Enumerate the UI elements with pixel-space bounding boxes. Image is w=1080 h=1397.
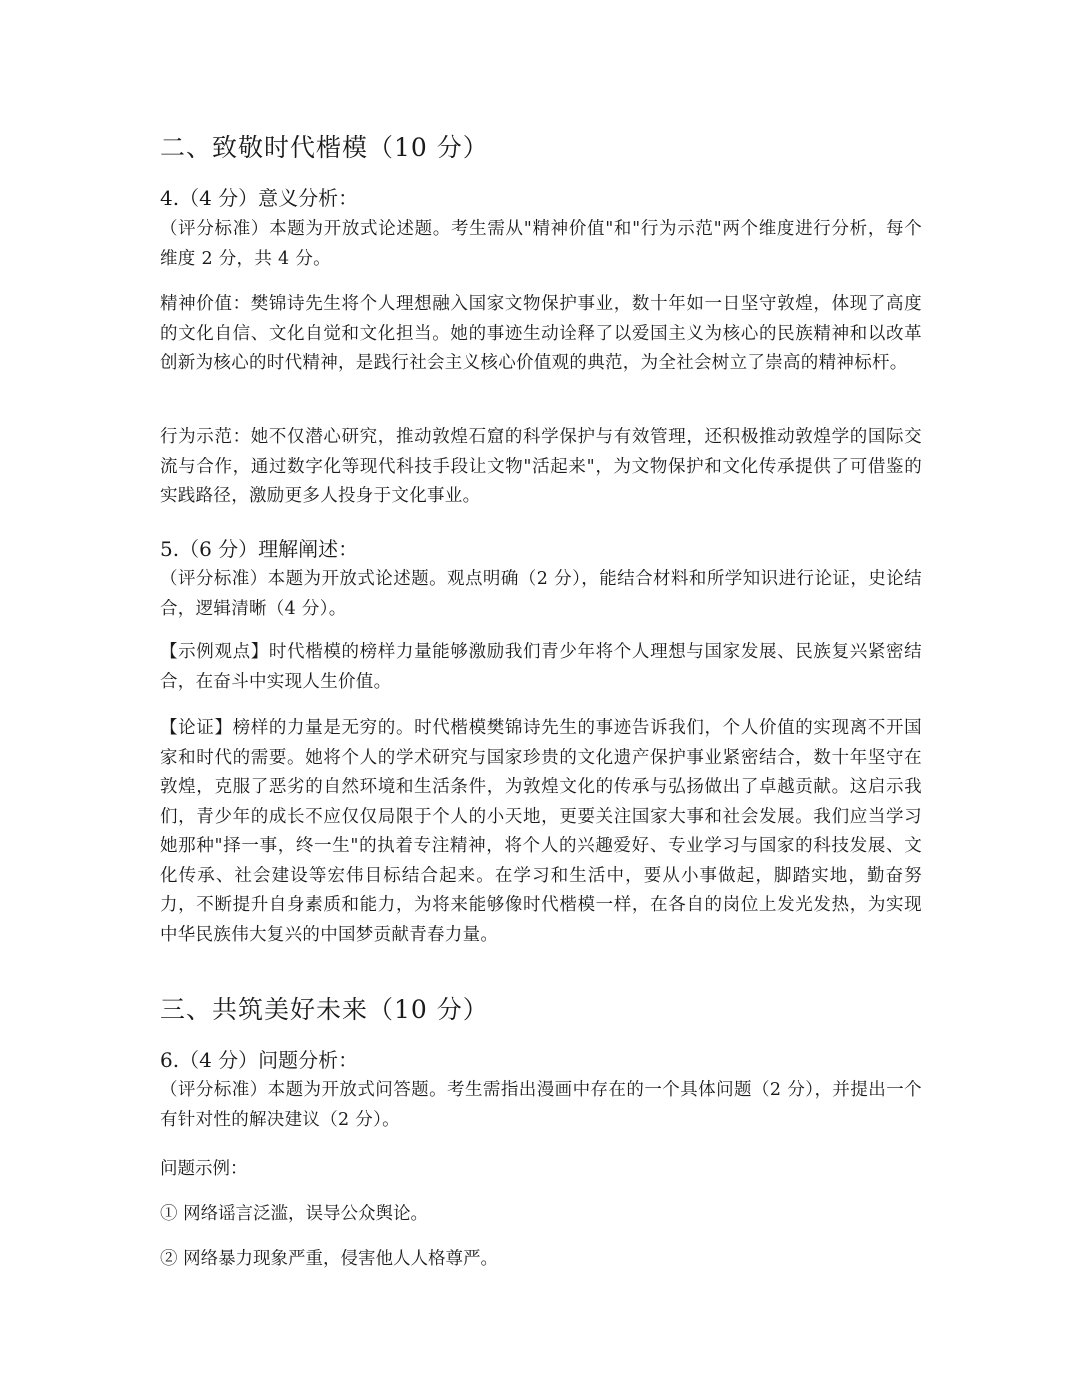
question-5-argument: 【论证】榜样的力量是无穷的。时代楷模樊锦诗先生的事迹告诉我们，个人价值的实现离不开国家和时代的需要。她将个人的学术研究与国家珍贵的文化遗产保护事业紧密结合，数十年坚守在敦煌，克服了恶劣的自然环境和生活条件，为敦煌文化的传承与弘扬做出了卓越贡献。这启示我们，青少年的成长不应仅仅局限于个人的小天地，更要关注国家大事和社会发展。我们应当学习她那种"择一事，终一生"的执着专注精神，将个人的兴趣爱好、专业学习与国家的科技发展、文化传承、社会建设等宏伟目标结合起来。在学习和生活中，要从小事做起，脚踏实地，勤奋努力，不断提升自身素质和能力，为将来能够像时代楷模一样，在各自的岗位上发光发热，为实现中华民族伟大复兴的中国梦贡献青春力量。 [160,718,922,945]
question-5-example-viewpoint: 【示例观点】时代楷模的榜样力量能够激励我们青少年将个人理想与国家发展、民族复兴紧密结合，在奋斗中实现人生价值。 [160,642,922,692]
question-4-spirit-value: 精神价值：樊锦诗先生将个人理想融入国家文物保护事业，数十年如一日坚守敦煌，体现了高度的文化自信、文化自觉和文化担当。她的事迹生动诠释了以爱国主义为核心的民族精神和以改革创新为核心的时代精神，是践行社会主义核心价值观的典范，为全社会树立了崇高的精神标杆。 [160,294,922,373]
question-5-title: 5.（6 分）理解阐述： [160,537,359,561]
section-2-title: 二、致敬时代楷模（10 分） [160,133,489,162]
question-6-title: 6.（4 分）问题分析： [160,1048,359,1072]
question-4-behavior-model: 行为示范：她不仅潜心研究，推动敦煌石窟的科学保护与有效管理，还积极推动敦煌学的国际交流与合作，通过数字化等现代科技手段让文物"活起来"，为文物保护和文化传承提供了可借鉴的实践路径，激励更多人投身于文化事业。 [160,427,922,506]
question-6-criteria: （评分标准）本题为开放式问答题。考生需指出漫画中存在的一个具体问题（2 分），并提出一个有针对性的解决建议（2 分）。 [160,1080,922,1130]
question-6-example-1: ① 网络谣言泛滥，误导公众舆论。 [160,1204,429,1224]
section-3-title: 三、共筑美好未来（10 分） [160,995,489,1024]
question-4-criteria: （评分标准）本题为开放式论述题。考生需从"精神价值"和"行为示范"两个维度进行分析，每个维度 2 分，共 4 分。 [160,219,922,269]
question-4-title: 4.（4 分）意义分析： [160,186,359,210]
question-6-examples-label: 问题示例： [160,1159,248,1179]
question-5-criteria: （评分标准）本题为开放式论述题。观点明确（2 分），能结合材料和所学知识进行论证，史论结合，逻辑清晰（4 分）。 [160,569,922,619]
question-6-example-2: ② 网络暴力现象严重，侵害他人人格尊严。 [160,1249,499,1269]
